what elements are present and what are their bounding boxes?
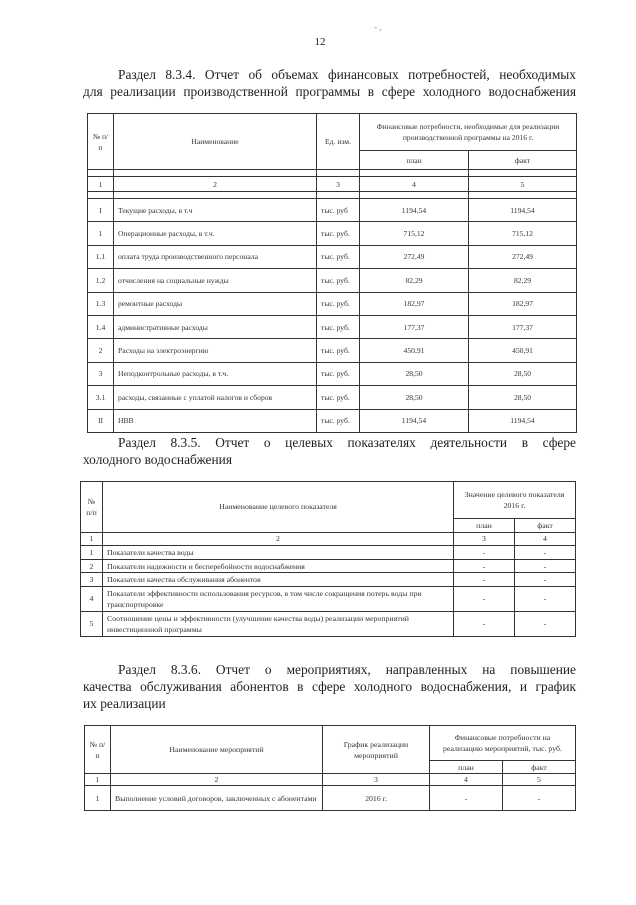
row-name: Соотношение цены и эффективности (улучшение качества воды) реализации мероприятий инвестиционной программы	[103, 611, 454, 636]
row-fact: -	[515, 586, 576, 611]
header-financial-needs: Финансовые потребности, необходимые для реализации производственной программы на 2016 г.	[360, 114, 577, 151]
header-fact: факт	[503, 761, 576, 774]
row-unit: тыс. руб	[317, 199, 360, 222]
row-fact: 1194,54	[469, 199, 577, 222]
table-row	[88, 315, 577, 338]
section-2-heading	[83, 434, 576, 468]
row-num: 5	[81, 611, 103, 636]
col-number: 3	[454, 532, 515, 546]
col-number: 1	[81, 532, 103, 546]
table-row	[81, 611, 576, 636]
table-row	[81, 586, 576, 611]
section-1-heading-line-2: для реализации производственной программы в сфере холодного водоснабжения	[83, 84, 576, 99]
row-unit: тыс. руб.	[317, 362, 360, 385]
row-fact: 28,50	[469, 386, 577, 409]
row-fact: 715,12	[469, 222, 577, 245]
row-name: Операционные расходы, в т.ч.	[114, 222, 317, 245]
row-plan: 182,97	[360, 292, 469, 315]
row-num: II	[88, 409, 114, 432]
section-2-heading-line-1: Раздел 8.3.5. Отчет о целевых показателях деятельности в сфере	[118, 435, 576, 450]
header-name: Наименование	[114, 114, 317, 170]
table-row	[88, 199, 577, 222]
table-row	[88, 386, 577, 409]
table-row	[88, 245, 577, 268]
section-3-heading-line-3: их реализации	[83, 696, 166, 711]
corner-mark: - ,	[374, 22, 382, 32]
row-fact: 177,37	[469, 315, 577, 338]
col-number: 2	[103, 532, 454, 546]
col-number: 2	[114, 177, 317, 192]
table-row	[81, 573, 576, 587]
header-financial-needs: Финансовые потребности на реализацию мероприятий, тыс. руб.	[430, 726, 576, 761]
section-1-heading	[83, 66, 576, 100]
col-number: 3	[317, 177, 360, 192]
row-plan: -	[454, 559, 515, 573]
row-unit: тыс. руб.	[317, 292, 360, 315]
header-plan: план	[454, 519, 515, 533]
header-fact: факт	[469, 151, 577, 170]
header-num: № п/п	[85, 726, 111, 774]
table-row	[88, 222, 577, 245]
row-name: Показатели эффективности использования ресурсов, в том числе сокращения потерь воды при транспортировке	[103, 586, 454, 611]
section-1-heading-line-1: Раздел 8.3.4. Отчет об объемах финансовых потребностей, необходимых	[118, 67, 576, 82]
row-num: 2	[88, 339, 114, 362]
row-plan: -	[430, 786, 503, 811]
row-name: Выполнение условий договоров, заключенных с абонентами	[111, 786, 323, 811]
row-name: Показатели качества обслуживания абонентов	[103, 573, 454, 587]
section-3-heading-line-1: Раздел 8.3.6. Отчет о мероприятиях, направленных на повышение	[118, 662, 576, 677]
row-num: 4	[81, 586, 103, 611]
row-unit: тыс. руб.	[317, 409, 360, 432]
row-plan: 715,12	[360, 222, 469, 245]
row-fact: -	[515, 573, 576, 587]
col-number: 4	[360, 177, 469, 192]
col-number: 1	[88, 177, 114, 192]
table-row	[81, 546, 576, 560]
section-2-heading-line-2: холодного водоснабжения	[83, 452, 232, 467]
row-name: отчисления на социальные нужды	[114, 269, 317, 292]
table-row	[88, 362, 577, 385]
row-name: оплата труда производственного персонала	[114, 245, 317, 268]
row-name: административные расходы	[114, 315, 317, 338]
col-number: 5	[469, 177, 577, 192]
row-unit: тыс. руб.	[317, 269, 360, 292]
table-row	[88, 269, 577, 292]
row-plan: 28,50	[360, 386, 469, 409]
col-number: 1	[85, 774, 111, 786]
row-name: НВВ	[114, 409, 317, 432]
row-num: 1	[81, 546, 103, 560]
row-plan: -	[454, 586, 515, 611]
row-unit: тыс. руб.	[317, 222, 360, 245]
row-name: расходы, связанные с уплатой налогов и сборов	[114, 386, 317, 409]
row-name: Расходы на электроэнергию	[114, 339, 317, 362]
row-plan: 28,50	[360, 362, 469, 385]
col-number: 2	[111, 774, 323, 786]
row-fact: 28,50	[469, 362, 577, 385]
col-number: 4	[430, 774, 503, 786]
header-unit: Ед. изм.	[317, 114, 360, 170]
row-plan: 450,91	[360, 339, 469, 362]
header-plan: план	[360, 151, 469, 170]
row-num: 1.2	[88, 269, 114, 292]
row-plan: 272,49	[360, 245, 469, 268]
section-3-heading-line-2: качества обслуживания абонентов в сфере холодного водоснабжения, и график	[83, 679, 576, 694]
row-name: Показатели качества воды	[103, 546, 454, 560]
row-plan: -	[454, 546, 515, 560]
header-name: Наименование мероприятий	[111, 726, 323, 774]
measures-table	[84, 725, 576, 811]
row-num: I	[88, 199, 114, 222]
row-num: 1.3	[88, 292, 114, 315]
row-num: 1.1	[88, 245, 114, 268]
row-num: 1	[85, 786, 111, 811]
row-num: 3	[88, 362, 114, 385]
table-row	[88, 292, 577, 315]
row-fact: -	[515, 546, 576, 560]
row-plan: 82,29	[360, 269, 469, 292]
col-number: 3	[323, 774, 430, 786]
target-indicators-table	[80, 481, 576, 637]
table-row	[88, 339, 577, 362]
row-plan: 1194,54	[360, 199, 469, 222]
row-plan: 1194,54	[360, 409, 469, 432]
row-name: Текущие расходы, в т.ч	[114, 199, 317, 222]
page-number: 12	[314, 36, 326, 48]
row-schedule: 2016 г.	[323, 786, 430, 811]
row-name: Неподконтрольные расходы, в т.ч.	[114, 362, 317, 385]
header-name: Наименование целевого показателя	[103, 482, 454, 533]
row-name: Показатели надежности и бесперебойности водоснабжения	[103, 559, 454, 573]
row-name: ремонтные расходы	[114, 292, 317, 315]
row-unit: тыс. руб.	[317, 315, 360, 338]
row-num: 2	[81, 559, 103, 573]
row-plan: 177,37	[360, 315, 469, 338]
row-fact: -	[515, 559, 576, 573]
table-row	[81, 559, 576, 573]
row-fact: -	[503, 786, 576, 811]
row-fact: 182,97	[469, 292, 577, 315]
row-fact: 1194,54	[469, 409, 577, 432]
row-fact: 450,91	[469, 339, 577, 362]
row-num: 3	[81, 573, 103, 587]
row-plan: -	[454, 573, 515, 587]
financial-needs-table	[87, 113, 577, 433]
row-fact: 82,29	[469, 269, 577, 292]
row-num: 1.4	[88, 315, 114, 338]
header-target-value: Значение целевого показателя 2016 г.	[454, 482, 576, 519]
row-unit: тыс. руб.	[317, 386, 360, 409]
row-num: 3.1	[88, 386, 114, 409]
col-number: 5	[503, 774, 576, 786]
row-num: 1	[88, 222, 114, 245]
table-row	[85, 786, 576, 811]
row-fact: -	[515, 611, 576, 636]
row-plan: -	[454, 611, 515, 636]
row-unit: тыс. руб.	[317, 339, 360, 362]
table-row	[88, 409, 577, 432]
row-fact: 272,49	[469, 245, 577, 268]
section-3-heading	[83, 661, 576, 712]
header-num: № п/п	[88, 114, 114, 170]
header-schedule: График реализации мероприятий	[323, 726, 430, 774]
header-fact: факт	[515, 519, 576, 533]
header-num: № п/п	[81, 482, 103, 533]
row-unit: тыс. руб.	[317, 245, 360, 268]
col-number: 4	[515, 532, 576, 546]
header-plan: план	[430, 761, 503, 774]
